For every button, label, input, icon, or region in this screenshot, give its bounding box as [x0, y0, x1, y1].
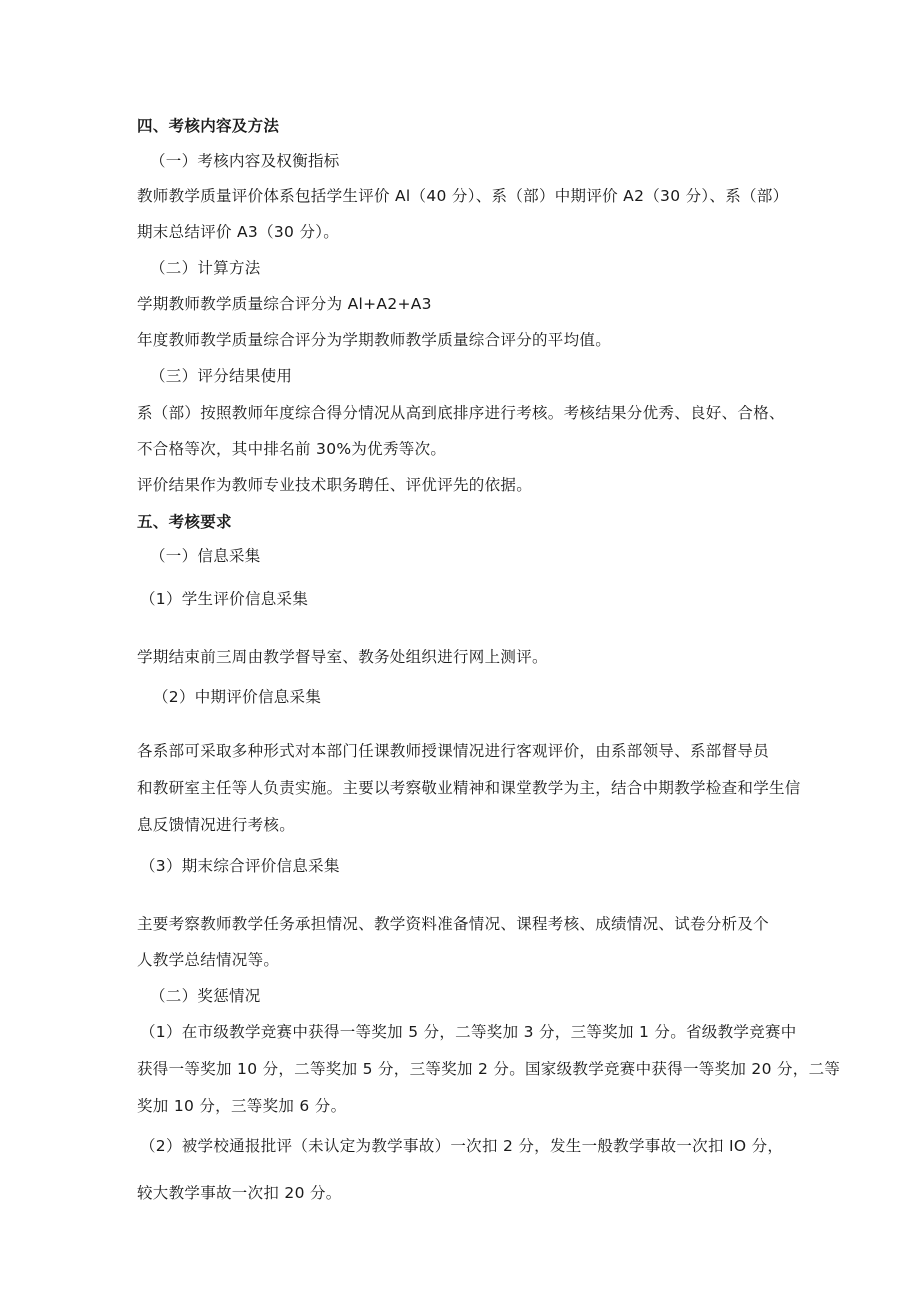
paragraph-line: 年度教师教学质量综合评分为学期教师教学质量综合评分的平均值。: [137, 331, 612, 349]
paragraph-line: 获得一等奖加 10 分，二等奖加 5 分，三等奖加 2 分。国家级教学竞赛中获得一等奖加 20 分，二等: [137, 1060, 841, 1078]
list-item: （1）学生评价信息采集: [140, 590, 309, 608]
paragraph-line: 学期结束前三周由教学督导室、教务处组织进行网上测评。: [137, 648, 548, 666]
paragraph-line: 系（部）按照教师年度综合得分情况从高到底排序进行考核。考核结果分优秀、良好、合格、: [137, 404, 785, 422]
paragraph-line: 评价结果作为教师专业技术职务聘任、评优评先的依据。: [137, 476, 533, 494]
paragraph-line: （2）被学校通报批评（未认定为教学事故）一次扣 2 分，发生一般教学事故一次扣 IO 分，: [140, 1137, 784, 1155]
section-4-subtitle-2: （二）计算方法: [150, 259, 261, 277]
paragraph-line: 期末总结评价 A3（30 分）。: [137, 223, 340, 241]
section-5-subtitle-1: （一）信息采集: [150, 547, 261, 565]
paragraph-line: 较大教学事故一次扣 20 分。: [137, 1184, 342, 1202]
section-5-subtitle-2: （二）奖惩情况: [150, 987, 261, 1005]
paragraph-line: 不合格等次，其中排名前 30%为优秀等次。: [137, 440, 447, 458]
paragraph-line: 主要考察教师教学任务承担情况、教学资料准备情况、课程考核、成绩情况、试卷分析及个: [137, 915, 770, 933]
section-4-title: 四、考核内容及方法: [137, 117, 280, 135]
paragraph-line: 和教研室主任等人负责实施。主要以考察敬业精神和课堂教学为主，结合中期教学检查和学生信: [137, 779, 801, 797]
paragraph-line: 教师教学质量评价体系包括学生评价 Al（40 分）、系（部）中期评价 A2（30 分）、系（部）: [137, 187, 789, 205]
paragraph-line: 各系部可采取多种形式对本部门任课教师授课情况进行客观评价，由系部领导、系部督导员: [137, 742, 770, 760]
paragraph-line: 学期教师教学质量综合评分为 Al+A2+A3: [137, 295, 432, 313]
paragraph-line: 息反馈情况进行考核。: [137, 816, 296, 834]
list-item: （2）中期评价信息采集: [153, 688, 322, 706]
list-item: （3）期末综合评价信息采集: [140, 857, 340, 875]
paragraph-line: 人教学总结情况等。: [137, 951, 280, 969]
section-5-title: 五、考核要求: [137, 513, 232, 531]
paragraph-line: （1）在市级教学竞赛中获得一等奖加 5 分，二等奖加 3 分，三等奖加 1 分。省级教学竞赛中: [140, 1023, 797, 1041]
section-4-subtitle-3: （三）评分结果使用: [150, 367, 293, 385]
paragraph-line: 奖加 10 分，三等奖加 6 分。: [137, 1097, 347, 1115]
section-4-subtitle-1: （一）考核内容及权衡指标: [150, 152, 340, 170]
